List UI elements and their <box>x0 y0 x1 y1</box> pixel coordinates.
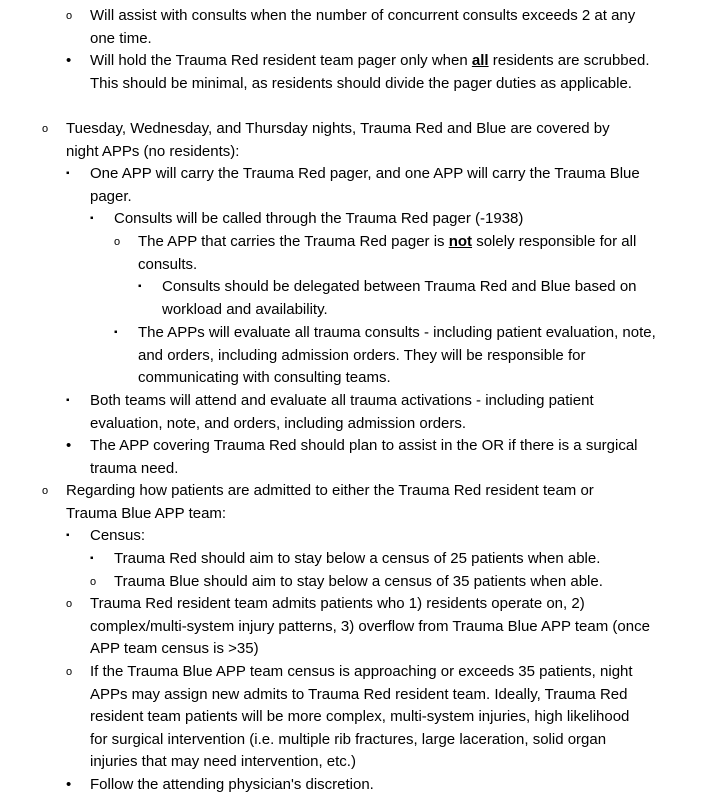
emphasis-text: not <box>448 233 473 250</box>
square-bullet: ▪ <box>66 168 70 179</box>
dot-bullet: • <box>66 437 72 454</box>
circle-bullet: o <box>66 666 73 678</box>
list-item <box>66 435 650 480</box>
item-text: One APP will carry the Trauma Red pager, and one APP will carry the Trauma Blue pager. <box>90 165 640 205</box>
square-bullet: ▪ <box>114 327 118 338</box>
square-bullet: ▪ <box>90 553 94 564</box>
square-bullet: ▪ <box>66 395 70 406</box>
item-text: Consults will be called through the Trauma Red pager (-1938) <box>114 210 524 227</box>
item-text: Regarding how patients are admitted to either the Trauma Red resident team or Trauma Blue APP team: <box>66 482 594 522</box>
list-item <box>66 163 650 208</box>
emphasis-text: all <box>471 52 489 69</box>
circle-bullet: o <box>90 576 97 588</box>
list-item <box>66 390 650 435</box>
item-text-start: Will hold the Trauma Red resident team pager only when <box>90 52 472 69</box>
item-text: Tuesday, Wednesday, and Thursday nights, Trauma Red and Blue are covered by night APPs (no residents): <box>66 120 610 160</box>
item-text: Trauma Red should aim to stay below a census of 25 patients when able. <box>114 550 601 567</box>
list-item <box>138 276 642 321</box>
item-text: Both teams will attend and evaluate all trauma activations - including patient evaluation, note, and orders, including admission orders. <box>90 392 594 432</box>
list-item <box>42 118 646 163</box>
item-text <box>138 231 658 276</box>
list-item <box>66 5 650 50</box>
item-text <box>90 50 650 95</box>
item-text: Trauma Blue should aim to stay below a census of 35 patients when able. <box>114 573 603 590</box>
list-item <box>114 231 658 276</box>
list-item <box>90 571 654 594</box>
circle-bullet: o <box>66 10 73 22</box>
list-item <box>66 774 650 797</box>
circle-bullet: o <box>42 485 49 497</box>
dot-bullet: • <box>66 776 72 793</box>
item-text-end: solely responsible for all consults. <box>138 233 637 273</box>
square-bullet: ▪ <box>90 213 94 224</box>
item-text: The APP covering Trauma Red should plan to assist in the OR if there is a surgical trauma need. <box>90 437 638 477</box>
list-item <box>114 322 658 390</box>
list-item <box>42 480 646 525</box>
circle-bullet: o <box>114 236 121 248</box>
item-text: Consults should be delegated between Trauma Red and Blue based on workload and availability. <box>162 278 637 318</box>
item-text: The APPs will evaluate all trauma consults - including patient evaluation, note, and orders, including admission orders. They will be responsible for communicating with consulting teams. <box>138 324 656 387</box>
item-text-start: The APP that carries the Trauma Red pager is <box>138 233 449 250</box>
square-bullet: ▪ <box>138 281 142 292</box>
circle-bullet: o <box>66 598 73 610</box>
item-text: If the Trauma Blue APP team census is approaching or exceeds 35 patients, night APPs may assign new admits to Trauma Red resident team. Ideally, Trauma Red resident team patients will be more complex, multi-system injuries, high likelihood for surgical intervention (i.e. multiple rib fractures, large laceration, solid organ injuries that may need intervention, etc.) <box>90 663 633 771</box>
list-item <box>90 548 654 571</box>
item-text: Will assist with consults when the number of concurrent consults exceeds 2 at any one time. <box>90 7 636 47</box>
list-item <box>66 593 650 661</box>
list-item <box>66 525 650 548</box>
item-text: Follow the attending physician's discretion. <box>90 776 374 793</box>
list-item <box>66 661 650 774</box>
item-text: Trauma Red resident team admits patients who 1) residents operate on, 2) complex/multi-system injury patterns, 3) overflow from Trauma Blue APP team (once APP team census is >35) <box>90 595 650 658</box>
dot-bullet: • <box>66 52 72 69</box>
circle-bullet: o <box>42 123 49 135</box>
item-text: Census: <box>90 527 146 544</box>
item-text-end: residents are scrubbed. This should be minimal, as residents should divide the pager duties as applicable. <box>90 52 650 92</box>
square-bullet: ▪ <box>66 530 70 541</box>
list-item <box>66 50 650 95</box>
list-item <box>90 208 654 231</box>
